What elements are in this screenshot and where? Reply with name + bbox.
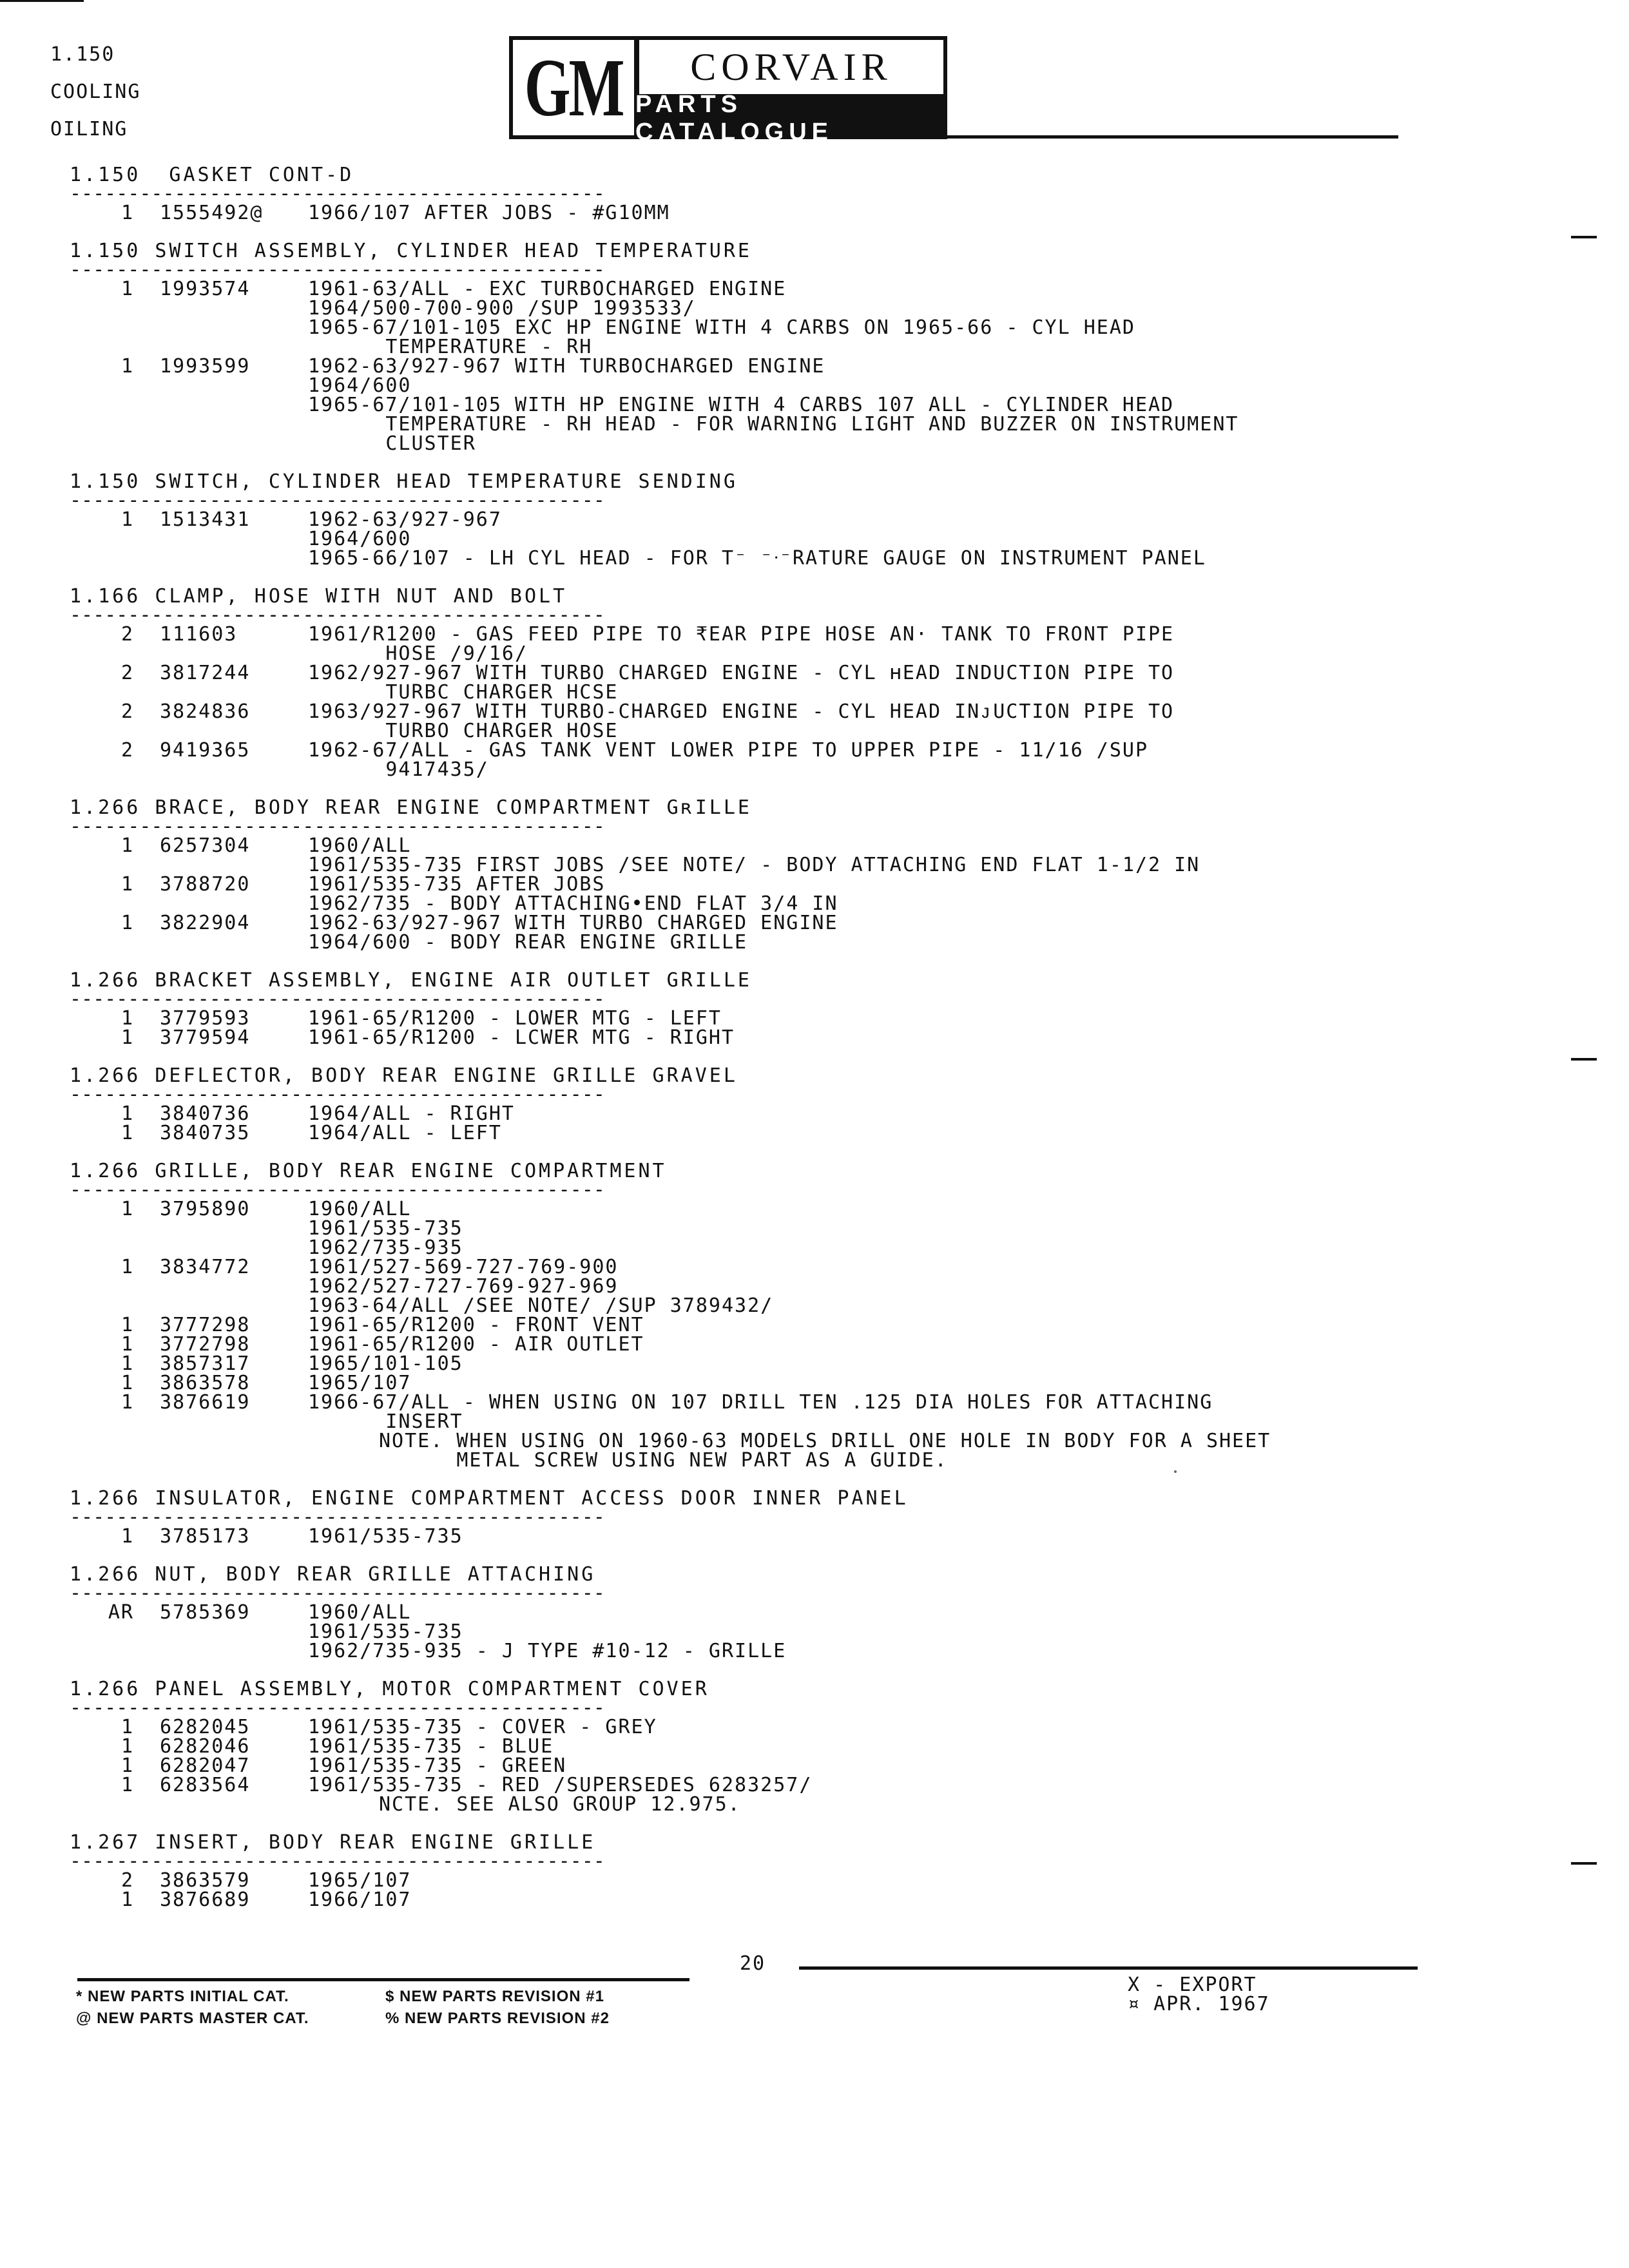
part-row <box>70 1200 1629 1258</box>
section-title: 1.150 GASKET CONT-D <box>70 164 354 186</box>
section-title: 1.150 SWITCH, CYLINDER HEAD TEMPERATURE SENDING <box>70 470 738 493</box>
title-dashed-underline: ---------------------------------------------- <box>70 1083 605 1106</box>
part-row <box>70 1776 1629 1795</box>
part-description: 1966/107 AFTER JOBS - #G10MM <box>308 202 670 224</box>
part-number: 1993574 <box>160 278 251 300</box>
part-number: 3772798 <box>160 1333 251 1356</box>
part-description: 1962-63/927-967 1964/600 1965-66/107 - LH CYL HEAD - FOR T⁻ ⁻ᐧ⁻RATURE GAUGE ON INSTRUMENT PANEL <box>308 508 1206 570</box>
part-number: 1993599 <box>160 355 251 378</box>
part-number: 3863579 <box>160 1869 251 1892</box>
part-description: 1962-67/ALL - GAS TANK VENT LOWER PIPE TO UPPER PIPE - 11/16 /SUP 9417435/ <box>308 739 1148 781</box>
part-description: 1961/535-735 <box>308 1525 463 1548</box>
part-quantity: 1 <box>120 1256 134 1278</box>
logo-catalogue-banner: PARTS CATALOGUE <box>635 98 947 139</box>
part-quantity: 1 <box>120 1525 134 1548</box>
parts-section <box>70 582 1629 780</box>
part-row <box>70 1756 1629 1776</box>
part-row <box>70 1871 1629 1890</box>
part-row <box>70 1335 1629 1354</box>
part-quantity: 1 <box>120 202 134 224</box>
part-number: 6282045 <box>160 1716 251 1738</box>
title-dashed-underline: ---------------------------------------------- <box>70 1582 605 1604</box>
gm-logo-mark: GM <box>509 36 638 139</box>
part-number: 3785173 <box>160 1525 251 1548</box>
part-row <box>70 741 1629 780</box>
part-row <box>70 1009 1629 1028</box>
part-row <box>70 1890 1629 1910</box>
part-row <box>70 1393 1629 1432</box>
page-speck <box>1174 1470 1177 1473</box>
part-description: 1965/101-105 <box>308 1352 463 1375</box>
part-description: 1965/107 <box>308 1372 412 1394</box>
part-number: 3779594 <box>160 1026 251 1049</box>
part-row <box>70 1737 1629 1756</box>
part-quantity: 1 <box>120 1774 134 1796</box>
part-quantity: 1 <box>120 873 134 896</box>
section-title: 1.266 NUT, BODY REAR GRILLE ATTACHING <box>70 1563 596 1586</box>
part-row <box>70 702 1629 741</box>
part-description: 1960/ALL 1961/535-735 1962/735-935 - J TYPE #10-12 - GRILLE <box>308 1601 787 1662</box>
part-quantity: 1 <box>120 1102 134 1125</box>
part-row <box>70 1104 1629 1124</box>
part-row <box>70 1354 1629 1374</box>
part-description: 1965/107 <box>308 1869 412 1892</box>
gm-corvair-logo <box>509 36 947 146</box>
part-row <box>70 1374 1629 1393</box>
part-quantity: 1 <box>120 355 134 378</box>
title-dashed-underline: ---------------------------------------------- <box>70 815 605 838</box>
part-number: 3857317 <box>160 1352 251 1375</box>
parts-section <box>70 1675 1629 1814</box>
part-quantity: 1 <box>120 508 134 531</box>
part-quantity: 1 <box>120 1314 134 1336</box>
parts-section <box>70 1062 1629 1143</box>
part-quantity: 2 <box>120 623 134 646</box>
title-dashed-underline: ---------------------------------------------- <box>70 489 605 512</box>
part-row <box>70 510 1629 568</box>
group-label-oiling: OILING <box>50 118 128 140</box>
title-dashed-underline: ---------------------------------------------- <box>70 182 605 205</box>
header-section-labels <box>50 36 140 148</box>
section-title: 1.267 INSERT, BODY REAR ENGINE GRILLE <box>70 1831 596 1854</box>
part-description: 1961/535-735 - RED /SUPERSEDES 6283257/ <box>308 1774 813 1796</box>
part-description: 1961/535-735 - COVER - GREY <box>308 1716 657 1738</box>
part-description: 1962/927-967 WITH TURBO CHARGED ENGINE - CYL ʜEAD INDUCTION PIPE TO TURBC CHARGER HCSE <box>308 662 1175 704</box>
part-number: 3863578 <box>160 1372 251 1394</box>
header-rule <box>947 135 1398 139</box>
part-row <box>70 1124 1629 1143</box>
part-quantity: 1 <box>120 1198 134 1220</box>
logo-brand-name: CORVAIR <box>635 36 947 98</box>
legend-master-cat: @ NEW PARTS MASTER CAT. <box>76 2010 309 2027</box>
parts-section <box>70 1829 1629 1910</box>
part-quantity: 2 <box>120 739 134 762</box>
part-row <box>70 664 1629 702</box>
part-description: 1966/107 <box>308 1888 412 1911</box>
section-title: 1.266 BRACKET ASSEMBLY, ENGINE AIR OUTLET GRILLE <box>70 969 752 992</box>
part-quantity: 1 <box>120 1333 134 1356</box>
section-title: 1.266 INSULATOR, ENGINE COMPARTMENT ACCESS DOOR INNER PANEL <box>70 1487 909 1510</box>
part-quantity: 2 <box>120 662 134 684</box>
legend-revision-2: % NEW PARTS REVISION #2 <box>385 2010 610 2027</box>
part-number: 6282046 <box>160 1735 251 1758</box>
part-description: 1961/535-735 - GREEN <box>308 1754 567 1777</box>
part-number: 1555492@ <box>160 202 264 224</box>
page-number: 20 <box>740 1952 766 1975</box>
section-title: 1.266 PANEL ASSEMBLY, MOTOR COMPARTMENT COVER <box>70 1678 709 1700</box>
part-quantity: 1 <box>120 1888 134 1911</box>
part-row <box>70 836 1629 875</box>
part-row <box>70 1258 1629 1316</box>
part-quantity: AR <box>108 1601 134 1624</box>
part-number: 9419365 <box>160 739 251 762</box>
part-description: 1961/535-735 AFTER JOBS 1962/735 - BODY ATTACHING•END FLAT 3/4 IN <box>308 873 838 915</box>
parts-section <box>70 1561 1629 1661</box>
part-quantity: 1 <box>120 1372 134 1394</box>
catalogue-date: ¤ APR. 1967 <box>1128 1993 1270 2015</box>
margin-mark <box>1571 1862 1597 1865</box>
part-description: 1961-65/R1200 - FRONT VENT <box>308 1314 644 1336</box>
title-dashed-underline: ---------------------------------------------- <box>70 988 605 1010</box>
part-description: 1961-65/R1200 - LOWER MTG - LEFT <box>308 1007 722 1030</box>
part-quantity: 1 <box>120 278 134 300</box>
part-number: 6282047 <box>160 1754 251 1777</box>
part-number: 3779593 <box>160 1007 251 1030</box>
group-label-cooling: COOLING <box>50 81 141 103</box>
parts-section <box>70 1485 1629 1546</box>
part-number: 6283564 <box>160 1774 251 1796</box>
part-number: 6257304 <box>160 834 251 857</box>
legend-initial-cat: * NEW PARTS INITIAL CAT. <box>76 1988 289 2005</box>
parts-section <box>70 468 1629 568</box>
part-description: 1961-65/R1200 - LCWER MTG - RIGHT <box>308 1026 735 1049</box>
part-quantity: 1 <box>120 1391 134 1414</box>
part-quantity: 1 <box>120 912 134 934</box>
part-number: 111603 <box>160 623 238 646</box>
part-quantity: 1 <box>120 834 134 857</box>
margin-mark <box>1571 236 1597 238</box>
part-row <box>70 280 1629 357</box>
part-number: 3777298 <box>160 1314 251 1336</box>
section-title: 1.166 CLAMP, HOSE WITH NUT AND BOLT <box>70 585 568 608</box>
part-row <box>70 357 1629 454</box>
part-description: 1964/ALL - RIGHT <box>308 1102 515 1125</box>
part-quantity: 1 <box>120 1754 134 1777</box>
parts-section <box>70 966 1629 1048</box>
parts-listing <box>0 161 1629 1924</box>
footer-rule-left <box>77 1978 689 1981</box>
part-quantity: 1 <box>120 1007 134 1030</box>
title-dashed-underline: ---------------------------------------------- <box>70 604 605 626</box>
part-row <box>70 625 1629 664</box>
part-description: 1964/ALL - LEFT <box>308 1122 502 1144</box>
part-description: 1966-67/ALL - WHEN USING ON 107 DRILL TEN .125 DIA HOLES FOR ATTACHING INSERT <box>308 1391 1213 1433</box>
part-row <box>70 1718 1629 1737</box>
part-description: 1960/ALL 1961/535-735 FIRST JOBS /SEE NOTE/ - BODY ATTACHING END FLAT 1-1/2 IN <box>308 834 1200 876</box>
part-row <box>70 1527 1629 1546</box>
title-dashed-underline: ---------------------------------------------- <box>70 258 605 281</box>
part-number: 3795890 <box>160 1198 251 1220</box>
part-number: 3834772 <box>160 1256 251 1278</box>
part-description: 1961-63/ALL - EXC TURBOCHARGED ENGINE 1964/500-700-900 /SUP 1993533/ 1965-67/101-105 EXC HP ENGINE WITH 4 CARBS ON 1965-66 - CYL HEAD TEMPERATURE - RH <box>308 278 1135 358</box>
part-description: 1961-65/R1200 - AIR OUTLET <box>308 1333 644 1356</box>
part-row <box>70 1028 1629 1048</box>
part-description: 1962-63/927-967 WITH TURBO CHARGED ENGINE 1964/600 - BODY REAR ENGINE GRILLE <box>308 912 838 954</box>
part-description: 1962-63/927-967 WITH TURBOCHARGED ENGINE 1964/600 1965-67/101-105 WITH HP ENGINE WITH 4 CARBS 107 ALL - CYLINDER HEAD TEMPERATURE - RH HEAD - FOR WARNING LIGHT AND BUZZER ON INSTRUMENT CLUSTER <box>308 355 1239 455</box>
title-dashed-underline: ---------------------------------------------- <box>70 1696 605 1719</box>
export-legend: X - EXPORT <box>1128 1974 1257 1996</box>
legend-left <box>76 1986 309 2030</box>
part-quantity: 1 <box>120 1026 134 1049</box>
export-and-date <box>1128 1975 1270 2014</box>
part-description: 1960/ALL 1961/535-735 1962/735-935 <box>308 1198 463 1259</box>
part-number: 3840736 <box>160 1102 251 1125</box>
legend-revision-1: $ NEW PARTS REVISION #1 <box>385 1988 604 2005</box>
part-description: 1963/927-967 WITH TURBO-CHARGED ENGINE - CYL HEAD INᴊUCTION PIPE TO TURBO CHARGER HOSE <box>308 700 1175 742</box>
legend-middle <box>385 1986 610 2030</box>
part-number: 3824836 <box>160 700 251 723</box>
parts-section <box>70 794 1629 952</box>
parts-section <box>70 237 1629 454</box>
part-quantity: 2 <box>120 700 134 723</box>
section-number: 1.150 <box>50 43 115 66</box>
title-dashed-underline: ---------------------------------------------- <box>70 1850 605 1872</box>
part-number: 5785369 <box>160 1601 251 1624</box>
part-quantity: 1 <box>120 1735 134 1758</box>
part-row <box>70 204 1629 223</box>
part-row <box>70 914 1629 952</box>
parts-section <box>70 161 1629 223</box>
part-number: 3788720 <box>160 873 251 896</box>
part-quantity: 2 <box>120 1869 134 1892</box>
footer-rule-right <box>799 1966 1418 1970</box>
part-row <box>70 1603 1629 1661</box>
part-quantity: 1 <box>120 1716 134 1738</box>
section-note: NCTE. SEE ALSO GROUP 12.975. <box>379 1793 741 1816</box>
part-row <box>70 1316 1629 1335</box>
section-note: NOTE. WHEN USING ON 1960-63 MODELS DRILL ONE HOLE IN BODY FOR A SHEET METAL SCREW USING NEW PART AS A GUIDE. <box>379 1430 1271 1472</box>
part-number: 3876619 <box>160 1391 251 1414</box>
parts-section <box>70 1157 1629 1470</box>
part-description: 1961/527-569-727-769-900 1962/527-727-769-927-969 1963-64/ALL /SEE NOTE/ /SUP 3789432/ <box>308 1256 774 1317</box>
section-title: 1.150 SWITCH ASSEMBLY, CYLINDER HEAD TEMPERATURE <box>70 240 752 262</box>
top-corner-rule <box>0 0 84 2</box>
part-number: 3817244 <box>160 662 251 684</box>
part-row <box>70 875 1629 914</box>
part-quantity: 1 <box>120 1122 134 1144</box>
title-dashed-underline: ---------------------------------------------- <box>70 1178 605 1201</box>
title-dashed-underline: ---------------------------------------------- <box>70 1506 605 1528</box>
margin-mark <box>1571 1058 1597 1061</box>
part-number: 3822904 <box>160 912 251 934</box>
section-title: 1.266 DEFLECTOR, BODY REAR ENGINE GRILLE GRAVEL <box>70 1064 738 1087</box>
part-number: 3876689 <box>160 1888 251 1911</box>
part-quantity: 1 <box>120 1352 134 1375</box>
section-title: 1.266 BRACE, BODY REAR ENGINE COMPARTMENT GʀILLE <box>70 796 752 819</box>
section-title: 1.266 GRILLE, BODY REAR ENGINE COMPARTMENT <box>70 1160 667 1182</box>
part-description: 1961/535-735 - BLUE <box>308 1735 554 1758</box>
part-number: 1513431 <box>160 508 251 531</box>
part-number: 3840735 <box>160 1122 251 1144</box>
part-description: 1961/R1200 - GAS FEED PIPE TO ₹EAR PIPE HOSE AN· TANK TO FRONT PIPE HOSE /9/16/ <box>308 623 1175 665</box>
